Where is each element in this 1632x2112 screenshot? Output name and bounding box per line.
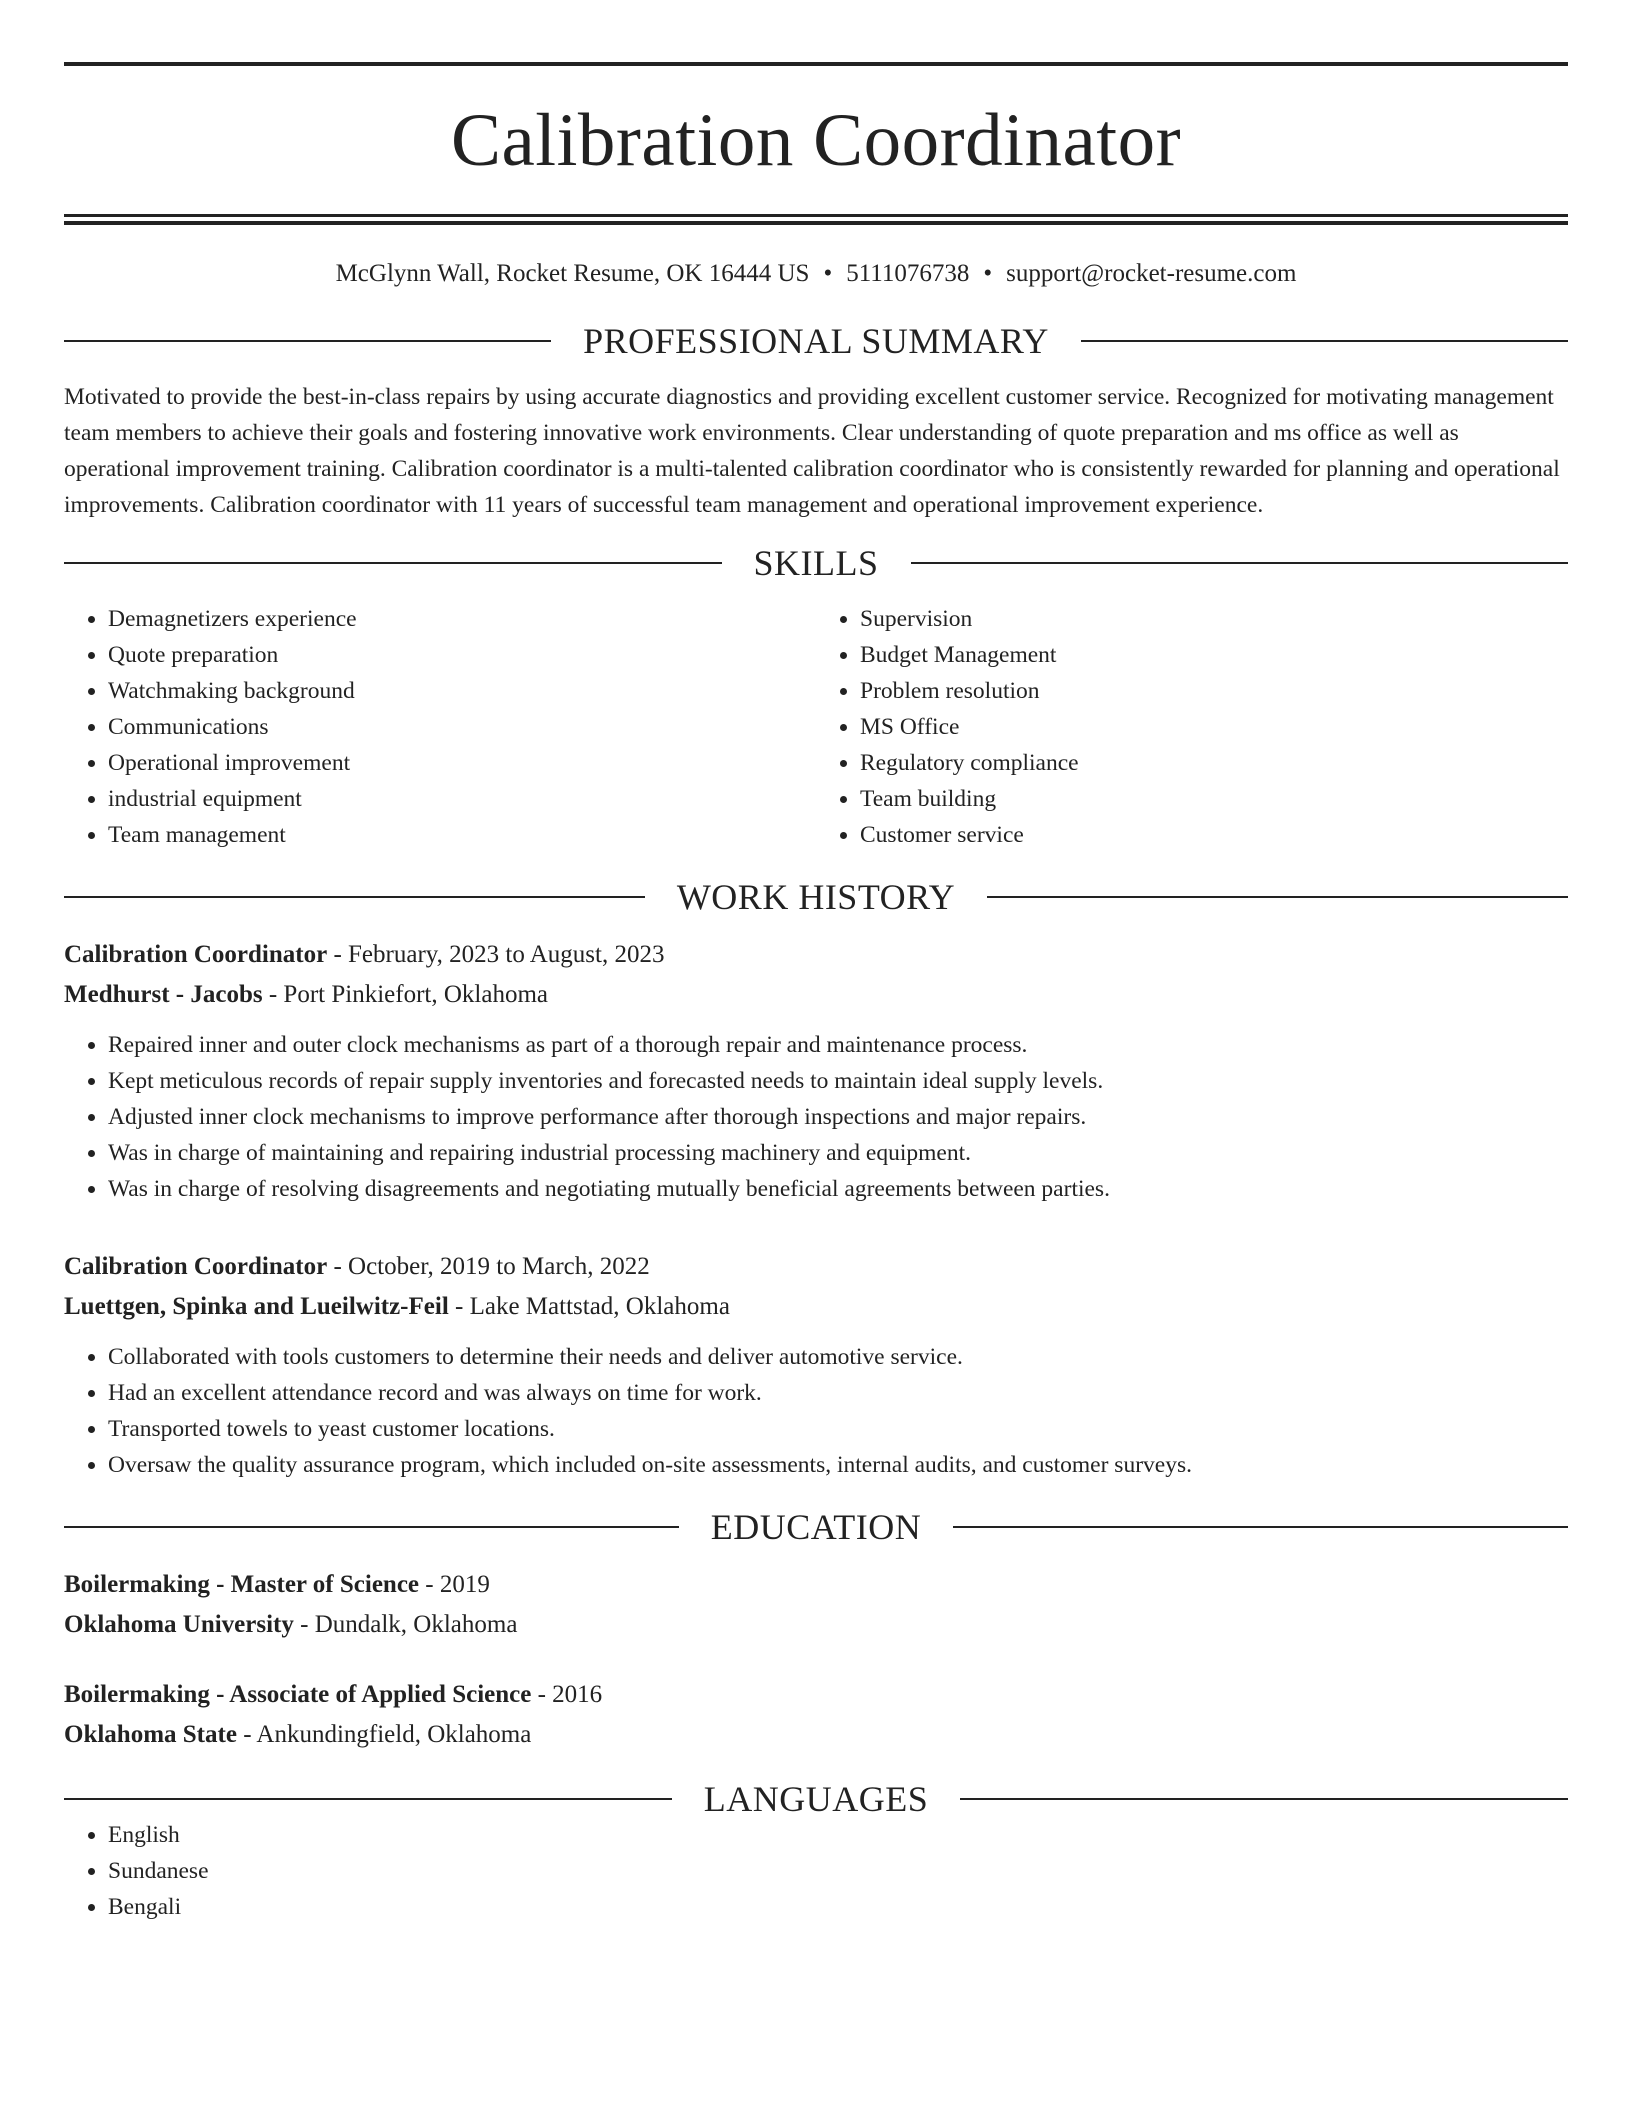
job-bullet: • Adjusted inner clock mechanisms to improve performance after thorough inspections and major repairs. [108, 1099, 1568, 1135]
skills-columns [64, 601, 1568, 853]
job-entry [64, 935, 1568, 1207]
job-bullet: • Was in charge of maintaining and repairing industrial processing machinery and equipment. [108, 1135, 1568, 1171]
degree-year: - 2019 [419, 1571, 490, 1598]
page-title: Calibration Coordinator [450, 99, 1182, 182]
job-bullet: • Collaborated with tools customers to determine their needs and deliver automotive service. [108, 1339, 1568, 1375]
degree: Boilermaking - Master of Science [64, 1571, 420, 1598]
school-row [64, 1715, 1568, 1755]
job-title-row [64, 1247, 1568, 1287]
divider-line [64, 1526, 679, 1528]
summary-text: Motivated to provide the best-in-class repairs by using accurate diagnostics and providing excellent customer service. Recognized for motivating management team members to achieve their goals and fostering innovative work environments. Clear understanding of quote preparation and ms office as well as operational improvement training. Calibration coordinator is a multi-talented calibration coordinator who is consistently rewarded for planning and operational improvements. Calibration coordinator with 11 years of successful team management and operational improvement experience. [64, 384, 1560, 518]
skill-item: • Quote preparation [108, 637, 816, 673]
school-row [64, 1605, 1568, 1645]
job-company-row [64, 1287, 1568, 1327]
job-title: Calibration Coordinator [64, 1253, 328, 1280]
skill-item: • Operational improvement [108, 745, 816, 781]
job-bullet: • Oversaw the quality assurance program, which included on-site assessments, internal audits, and customer surveys. [108, 1447, 1568, 1483]
language-item: • Sundanese [108, 1853, 1568, 1889]
education-entry [64, 1675, 1568, 1755]
contact-phone: 5111076738 [846, 260, 970, 287]
school: Oklahoma University [64, 1611, 294, 1638]
job-location: - Port Pinkiefort, Oklahoma [262, 981, 548, 1008]
job-bullets [64, 1339, 1568, 1483]
job-company: Medhurst - Jacobs [64, 981, 263, 1008]
divider-line [987, 896, 1568, 898]
divider-line [64, 1798, 672, 1800]
skills-list-right [816, 601, 1568, 853]
section-title-languages: LANGUAGES [703, 1779, 929, 1819]
job-bullet: • Transported towels to yeast customer locations. [108, 1411, 1568, 1447]
languages-list [64, 1817, 1568, 1925]
job-location: - Lake Mattstad, Oklahoma [448, 1293, 730, 1320]
title-double-rule [64, 214, 1568, 225]
skill-item: • Problem resolution [860, 673, 1568, 709]
section-title-summary: PROFESSIONAL SUMMARY [583, 321, 1049, 361]
skill-item: • Regulatory compliance [860, 745, 1568, 781]
contact-email: support@rocket-resume.com [1006, 260, 1297, 287]
divider-line [1081, 340, 1568, 342]
divider-line [953, 1526, 1568, 1528]
job-title: Calibration Coordinator [64, 941, 328, 968]
job-title-row [64, 935, 1568, 975]
section-header-work [64, 879, 1568, 915]
job-bullet: • Repaired inner and outer clock mechanisms as part of a thorough repair and maintenance process. [108, 1027, 1568, 1063]
skill-item: • Watchmaking background [108, 673, 816, 709]
job-bullet: • Had an excellent attendance record and was always on time for work. [108, 1375, 1568, 1411]
divider-line [64, 896, 645, 898]
skills-list-left [64, 601, 816, 853]
job-bullets [64, 1027, 1568, 1207]
divider-line [64, 562, 722, 564]
section-title-education: EDUCATION [710, 1507, 922, 1547]
school-location: - Dundalk, Oklahoma [293, 1611, 518, 1638]
skill-item: • industrial equipment [108, 781, 816, 817]
job-bullet: • Kept meticulous records of repair supply inventories and forecasted needs to maintain ideal supply levels. [108, 1063, 1568, 1099]
section-header-education [64, 1509, 1568, 1545]
skill-item: • Supervision [860, 601, 1568, 637]
degree-row [64, 1565, 1568, 1605]
section-title-skills: SKILLS [753, 543, 879, 583]
skill-item: • Team management [108, 817, 816, 853]
divider-line [911, 562, 1569, 564]
job-entry [64, 1247, 1568, 1483]
skill-item: • Budget Management [860, 637, 1568, 673]
section-header-skills [64, 545, 1568, 581]
job-bullet: • Was in charge of resolving disagreements and negotiating mutually beneficial agreements between parties. [108, 1171, 1568, 1207]
skill-item: • Team building [860, 781, 1568, 817]
degree-row [64, 1675, 1568, 1715]
skill-item: • Customer service [860, 817, 1568, 853]
degree-year: - 2016 [531, 1681, 603, 1708]
skill-item: • MS Office [860, 709, 1568, 745]
job-dates: - February, 2023 to August, 2023 [327, 941, 665, 968]
school: Oklahoma State [64, 1721, 237, 1748]
language-item: • Bengali [108, 1889, 1568, 1925]
school-location: - Ankundingfield, Oklahoma [236, 1721, 532, 1748]
education-entry [64, 1565, 1568, 1645]
section-title-work: WORK HISTORY [676, 877, 956, 917]
skill-item: • Communications [108, 709, 816, 745]
skill-item: • Demagnetizers experience [108, 601, 816, 637]
contact-line [64, 259, 1568, 289]
contact-separator: • [823, 260, 833, 287]
contact-address: McGlynn Wall, Rocket Resume, OK 16444 US [335, 260, 810, 287]
language-item: • English [108, 1817, 1568, 1853]
divider-line [960, 1798, 1568, 1800]
contact-separator: • [983, 260, 993, 287]
divider-line [64, 340, 551, 342]
section-header-languages [64, 1781, 1568, 1817]
job-company: Luettgen, Spinka and Lueilwitz-Feil [64, 1293, 449, 1320]
job-company-row [64, 975, 1568, 1015]
job-dates: - October, 2019 to March, 2022 [327, 1253, 650, 1280]
degree: Boilermaking - Associate of Applied Science [64, 1681, 532, 1708]
section-header-summary [64, 323, 1568, 359]
